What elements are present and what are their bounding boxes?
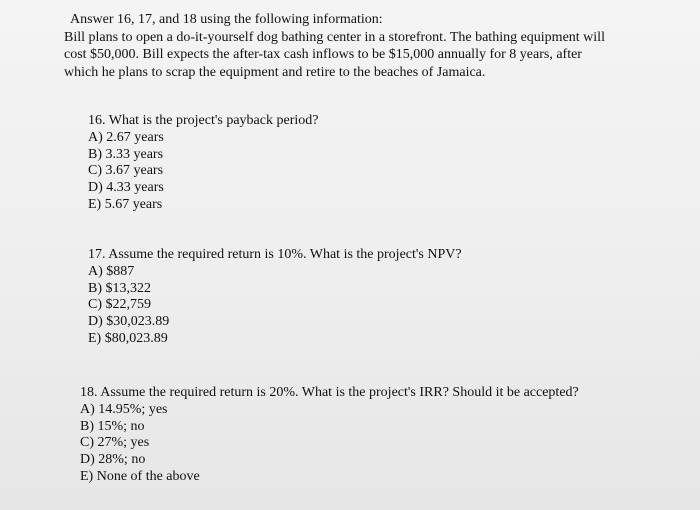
- answer-choice-b: B) 3.33 years: [88, 146, 164, 162]
- answer-choice-c: C) $22,759: [88, 297, 151, 313]
- question-stem: 18. Assume the required return is 20%. What is the project's IRR? Should it be accepted?: [80, 385, 579, 400]
- answer-choice-a: A) $887: [88, 263, 135, 279]
- answer-choice-c: C) 27%; yes: [80, 435, 150, 451]
- question-stem: 16. What is the project's payback period?: [88, 113, 319, 128]
- answer-choice-d: D) $30,023.89: [88, 314, 170, 330]
- intro-line: which he plans to scrap the equipment and retire to the beaches of Jamaica.: [64, 64, 486, 80]
- answer-choice-b: B) $13,322: [88, 280, 151, 296]
- question-16: [88, 113, 318, 214]
- question-17: [88, 247, 462, 348]
- answer-choice-a: A) 2.67 years: [88, 129, 164, 145]
- intro-paragraph: [64, 11, 674, 81]
- answer-choice-a: A) 14.95%; yes: [80, 401, 168, 417]
- question-stem: 17. Assume the required return is 10%. What is the project's NPV?: [88, 247, 462, 262]
- answer-choices: [88, 130, 318, 214]
- intro-line: cost $50,000. Bill expects the after-tax cash inflows to be $15,000 annually for 8 years, after: [64, 47, 582, 62]
- answer-choice-e: E) None of the above: [80, 468, 200, 484]
- question-18: [80, 385, 579, 486]
- answer-choice-d: D) 4.33 years: [88, 180, 164, 196]
- answer-choices: [80, 402, 579, 486]
- intro-line: Bill plans to open a do-it-yourself dog bathing center in a storefront. The bathing equipment will: [64, 29, 605, 45]
- answer-choices: [88, 264, 462, 348]
- answer-choice-c: C) 3.67 years: [88, 163, 164, 179]
- intro-heading: Answer 16, 17, and 18 using the following information:: [70, 12, 383, 27]
- answer-choice-b: B) 15%; no: [80, 418, 145, 434]
- answer-choice-e: E) 5.67 years: [88, 196, 163, 212]
- answer-choice-e: E) $80,023.89: [88, 330, 168, 346]
- answer-choice-d: D) 28%; no: [80, 452, 146, 468]
